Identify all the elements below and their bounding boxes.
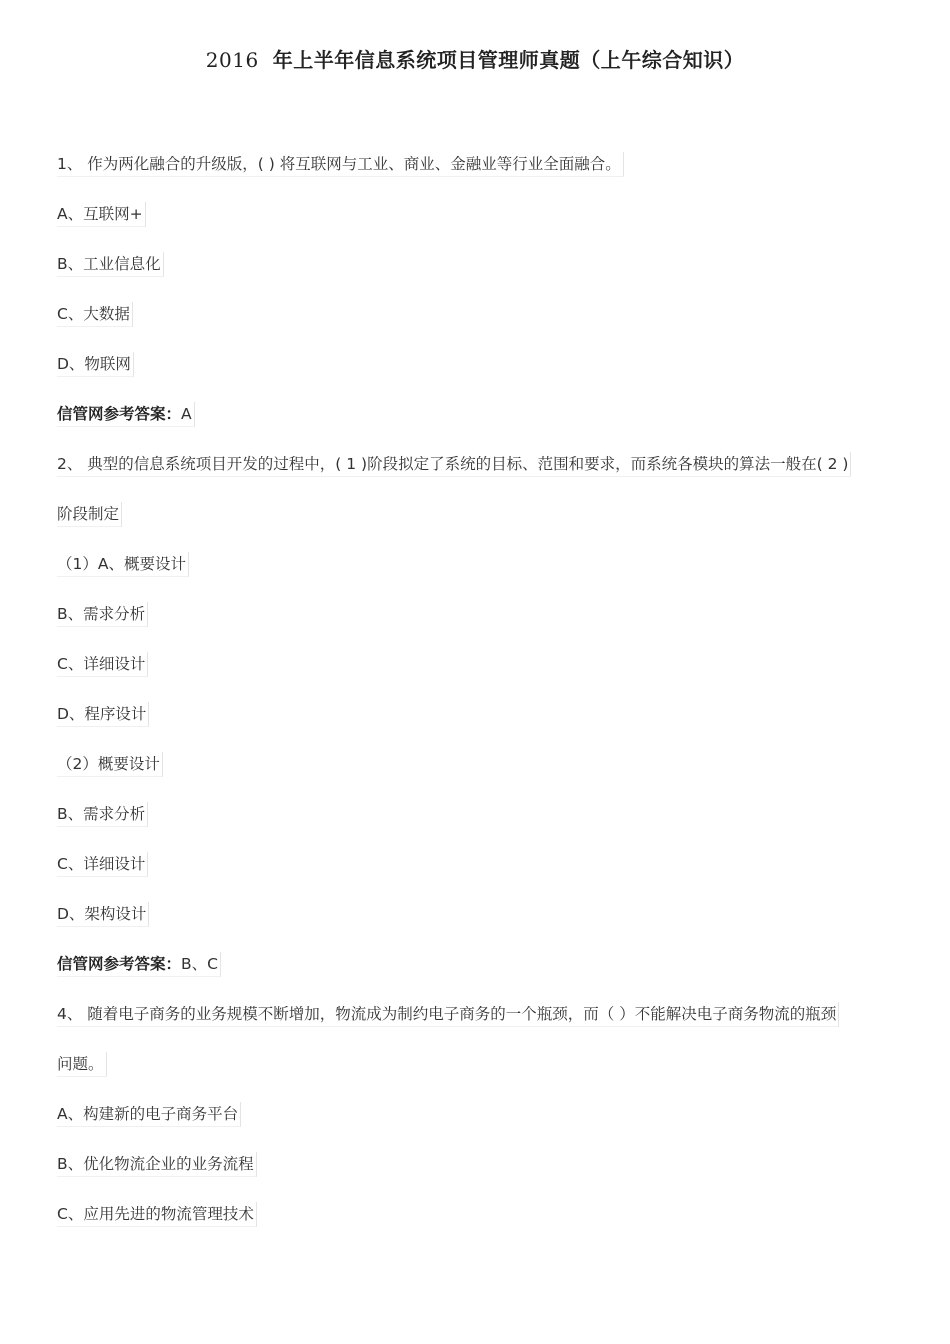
question-line [57,1002,839,1027]
line-text: A、互联网+ [57,205,143,223]
question-line [57,1052,107,1077]
question-line [57,902,149,927]
question-line [57,852,148,877]
question-line [57,452,851,477]
line-text: B、优化物流企业的业务流程 [57,1155,254,1173]
page-title [0,44,950,73]
line-text: （2）概要设计 [57,755,160,773]
line-text: （1）A、概要设计 [57,555,186,573]
question-line [57,252,164,277]
answer-line [57,402,195,427]
question-line [57,552,189,577]
question-line [57,802,148,827]
line-text: A、构建新的电子商务平台 [57,1105,239,1123]
title-text: 年上半年信息系统项目管理师真题（上午综合知识） [272,48,745,72]
question-line [57,352,134,377]
line-text: D、架构设计 [57,905,147,923]
question-line [57,202,146,227]
question-line [57,652,148,677]
line-text: 阶段制定 [57,505,120,523]
line-text: 1、 作为两化融合的升级版，( ) 将互联网与工业、商业、金融业等行业全面融合。 [57,155,621,173]
line-text: 问题。 [57,1055,104,1073]
line-text: 2、 典型的信息系统项目开发的过程中，( 1 )阶段拟定了系统的目标、范围和要求，而系统各模块的算法一般在( 2 ) [57,455,849,473]
line-text: C、详细设计 [57,655,146,673]
question-line [57,1102,241,1127]
answer-line [57,952,221,977]
line-text: B、工业信息化 [57,255,161,273]
question-line [57,702,149,727]
answer-label: 信管网参考答案： [57,405,182,423]
question-line [57,1152,257,1177]
line-text: D、程序设计 [57,705,147,723]
question-line [57,1202,257,1227]
question-line [57,502,122,527]
answer-label: 信管网参考答案： [57,955,182,973]
answer-value: A [181,405,192,423]
line-text: D、物联网 [57,355,131,373]
question-line [57,602,148,627]
question-line [57,752,163,777]
line-text: B、需求分析 [57,605,146,623]
answer-value: B、C [181,955,218,973]
line-text: C、大数据 [57,305,130,323]
question-line [57,302,133,327]
line-text: C、应用先进的物流管理技术 [57,1205,254,1223]
title-year: 2016 [205,48,259,72]
line-text: B、需求分析 [57,805,146,823]
line-text: 4、 随着电子商务的业务规模不断增加，物流成为制约电子商务的一个瓶颈，而（ ）不能解决电子商务物流的瓶颈 [57,1005,837,1023]
question-line [57,152,624,177]
line-text: C、详细设计 [57,855,146,873]
